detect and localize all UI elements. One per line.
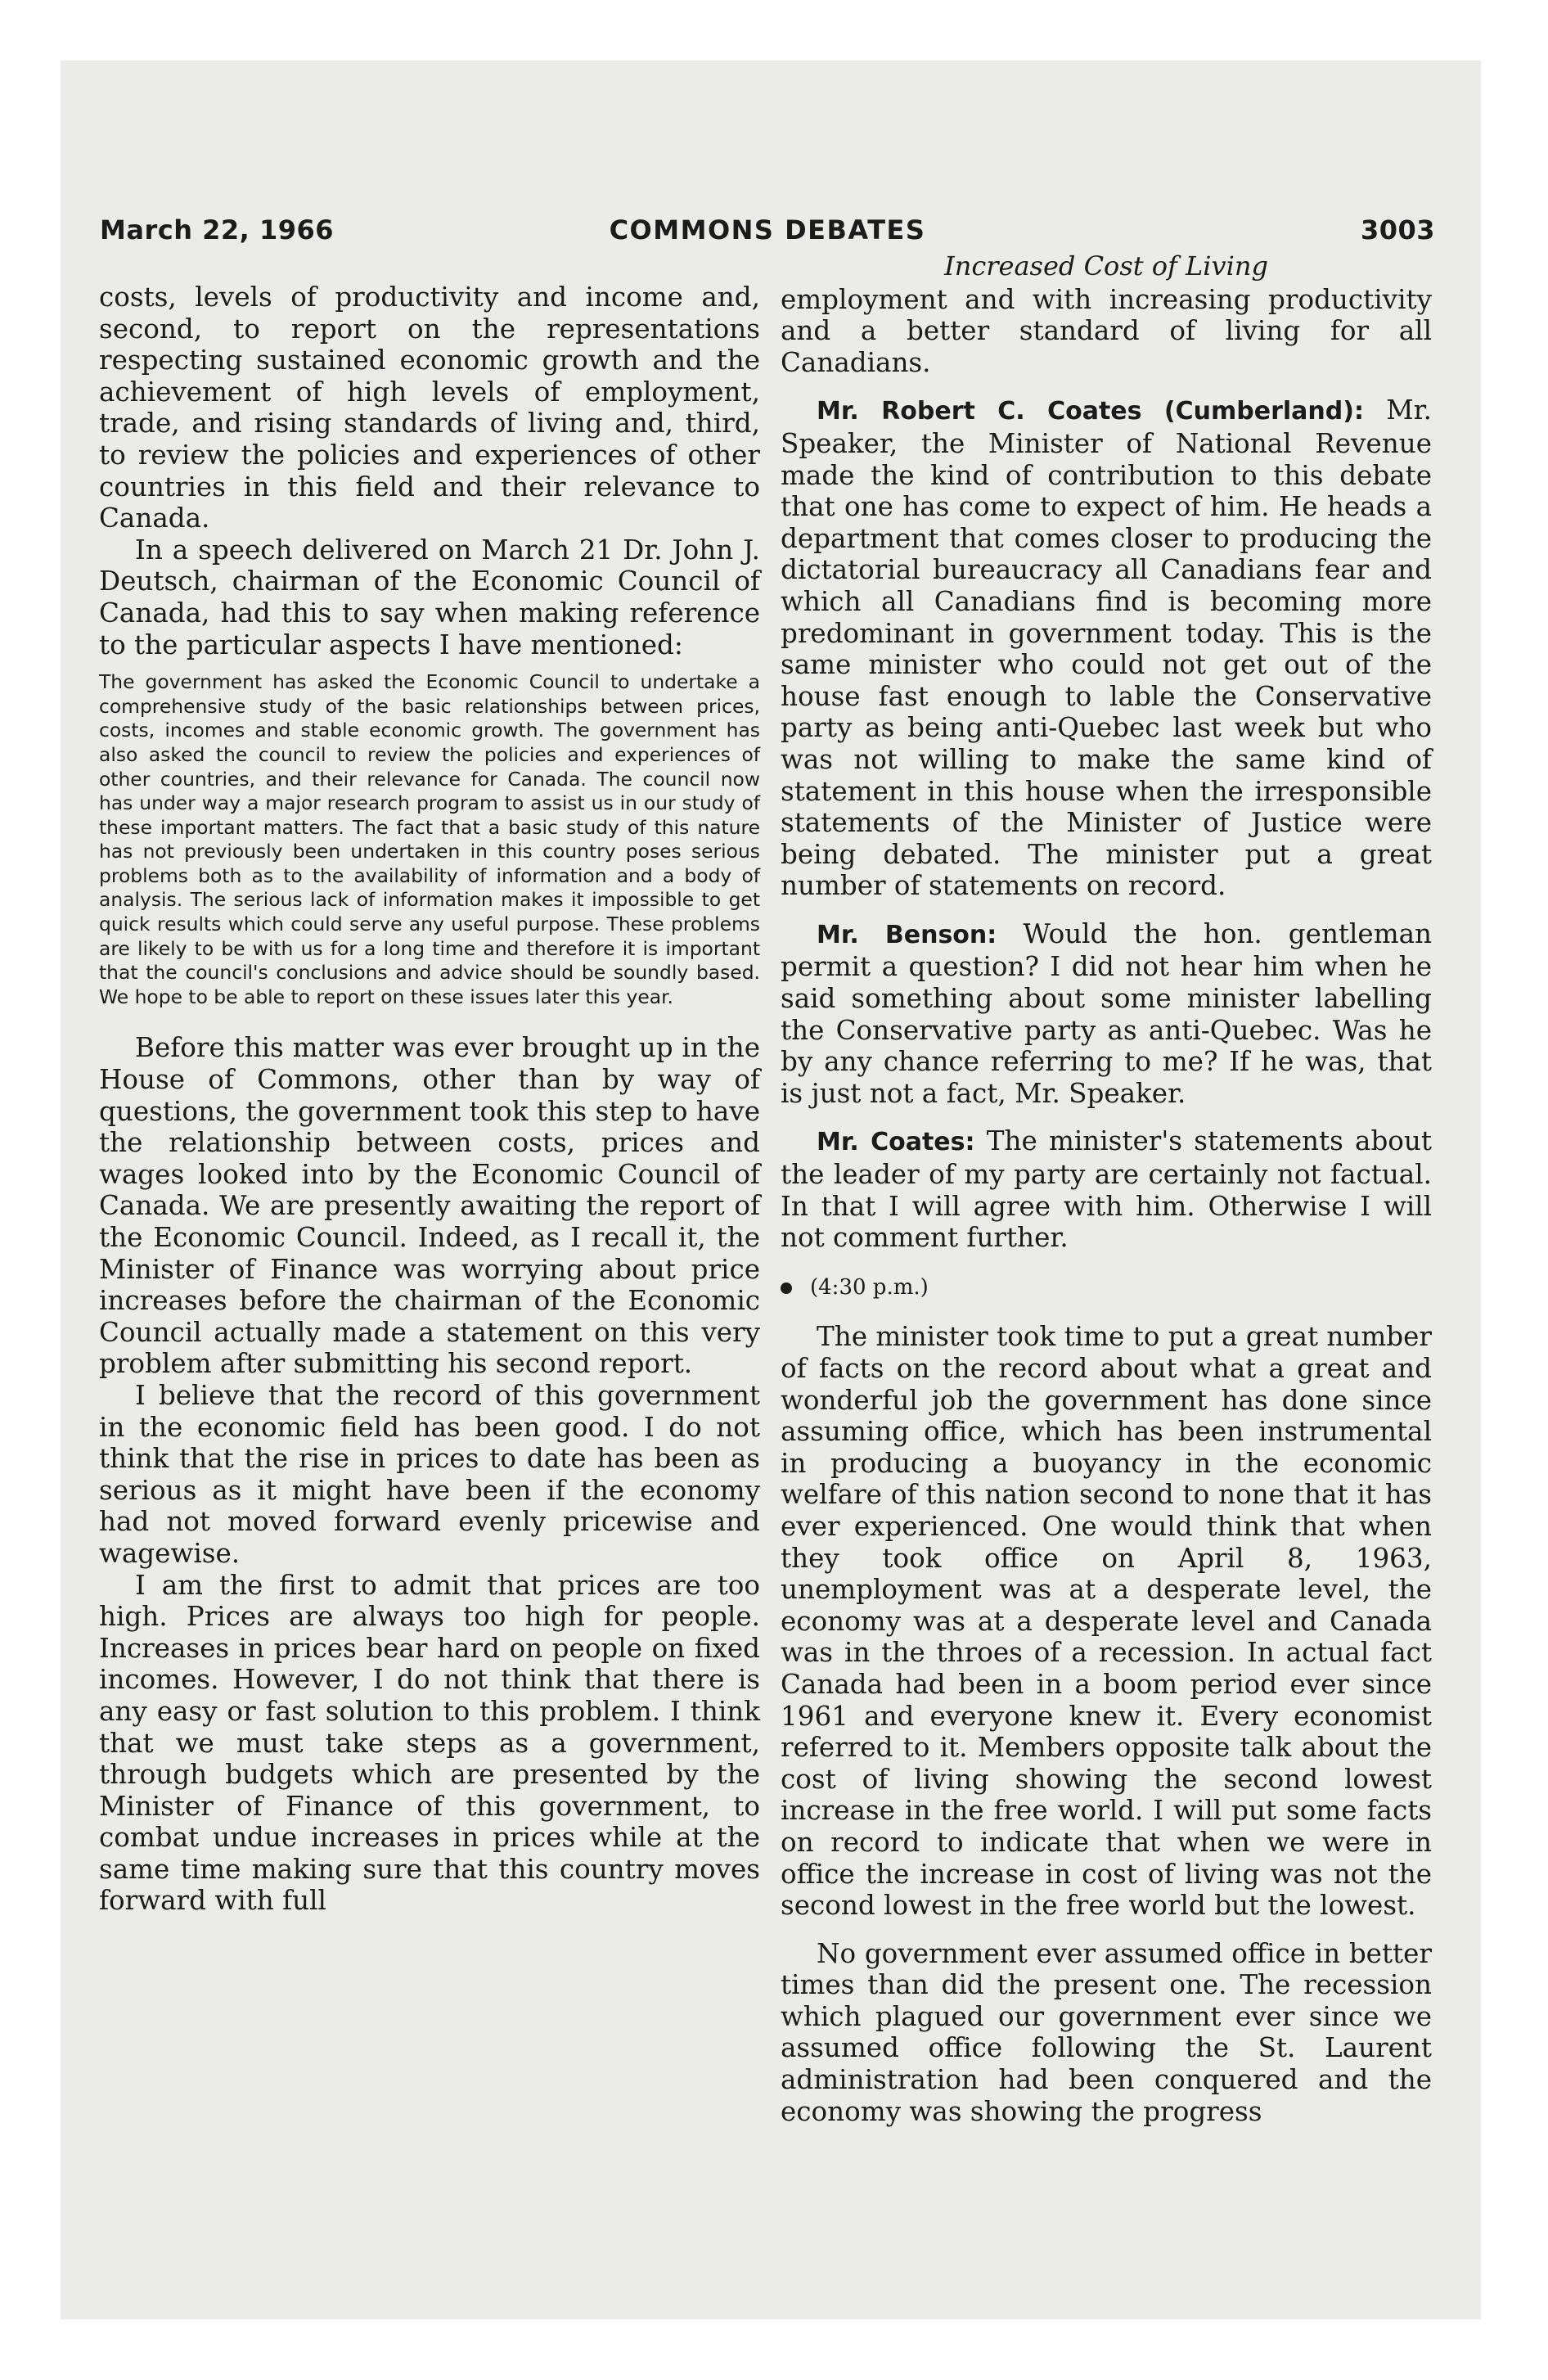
- speech: [781, 1125, 1432, 1253]
- paragraph: Before this matter was ever brought up in the House of Commons, other than by way of questions, the government took this step to have the relationship between costs, prices and wages looked into by the Economic Council of Canada. We are presently awaiting the report of the Economic Council. Indeed, as I recall it, the Minister of Finance was worrying about price increases before the chairman of the Economic Council actually made a statement on this very problem after submitting his second report.: [99, 1032, 760, 1380]
- speaker-name: Mr. Benson:: [817, 920, 997, 949]
- bullet-icon: [781, 1282, 792, 1294]
- paragraph: employment and with increasing productivity and a better standard of living for all Canadians.: [781, 283, 1432, 378]
- block-quote: The government has asked the Economic Council to undertake a comprehensive study of the basic relationships between prices, costs, incomes and stable economic growth. The government has also asked the council to review the policies and experiences of other countries, and their relevance for Canada. The council now has under way a major research program to assist us in our study of these important matters. The fact that a basic study of this nature has not previously been undertaken in this country poses serious problems both as to the availability of information and a body of analysis. The serious lack of information makes it impossible to get quick results which could serve any useful purpose. These problems are likely to be with us for a long time and therefore it is important that the council's conclusions and advice should be soundly based. We hope to be able to report on these issues later this year.: [99, 670, 760, 1008]
- speaker-name: Mr. Robert C. Coates (Cumberland):: [817, 397, 1364, 426]
- paragraph: No government ever assumed office in better times than did the present one. The recession which plagued our government ever since we assumed office following the St. Laurent administration had been conquered and the economy was showing the progress: [781, 1937, 1432, 2127]
- paragraph: I am the first to admit that prices are too high. Prices are always too high for people. Increases in prices bear hard on people on fixed incomes. However, I do not think that there is any easy or fast solution to this problem. I think that we must take steps as a government, through budgets which are presented by the Minister of Finance of this government, to combat undue increases in prices while at the same time making sure that this country moves forward with full: [99, 1569, 760, 1917]
- speech-text: The minister's statements about the leader of my party are certainly not factual. In that I will agree with him. Otherwise I will not comment further.: [781, 1125, 1432, 1254]
- speech: [781, 918, 1432, 1110]
- speech-text: Mr. Speaker, the Minister of National Revenue made the kind of contribution to this debate that one has come to expect of him. He heads a department that comes closer to producing the dictatorial bureaucracy all Canadians fear and which all Canadians find is becoming more predominant in government today. This is the same minister who could not get out of the house fast enough to lable the Conservative party as being anti-Quebec last week but who was not willing to make the same kind of statement in this house when the irresponsible statements of the Minister of Justice were being debated. The minister put a great number of statements on record.: [781, 394, 1432, 902]
- header-title: COMMONS DEBATES: [609, 214, 926, 246]
- time-stamp: [781, 1272, 1432, 1304]
- left-column: [99, 250, 760, 1917]
- running-subtitle: Increased Cost of Living: [944, 250, 1268, 282]
- right-column: [781, 250, 1432, 2127]
- page-header: [100, 214, 1435, 255]
- paragraph: In a speech delivered on March 21 Dr. John J. Deutsch, chairman of the Economic Council of Canada, had this to say when making reference to the particular aspects I have mentioned:: [99, 534, 760, 660]
- speaker-name: Mr. Coates:: [817, 1128, 975, 1157]
- paragraph: I believe that the record of this government in the economic field has been good. I do not think that the rise in prices to date has been as serious as it might have been if the economy had not moved forward evenly pricewise and wagewise.: [99, 1379, 760, 1569]
- speech: [781, 394, 1432, 902]
- paragraph: costs, levels of productivity and income and, second, to report on the representations respecting sustained economic growth and the achievement of high levels of employment, trade, and rising standards of living and, third, to review the policies and experiences of other countries in this field and their relevance to Canada.: [99, 282, 760, 534]
- page-number: 3003: [1360, 214, 1435, 246]
- speech-text: Would the hon. gentleman permit a question? I did not hear him when he said something about some minister labelling the Conservative party as anti-Quebec. Was he by any chance referring to me? If he was, that is just not a fact, Mr. Speaker.: [781, 917, 1433, 1109]
- paragraph: The minister took time to put a great number of facts on the record about what a great and wonderful job the government has done since assuming office, which has been instrumental in producing a buoyancy in the economic welfare of this nation second to none that it has ever experienced. One would think that when they took office on April 8, 1963, unemployment was at a desperate level, the economy was at a desperate level and Canada was in the throes of a recession. In actual fact Canada had been in a boom period ever since 1961 and everyone knew it. Every economist referred to it. Members opposite talk about the cost of living showing the second lowest increase in the free world. I will put some facts on record to indicate that when we were in office the increase in cost of living was not the second lowest in the free world but the lowest.: [781, 1321, 1432, 1922]
- time-stamp-text: (4:30 p.m.): [810, 1274, 929, 1300]
- header-date: March 22, 1966: [100, 214, 334, 246]
